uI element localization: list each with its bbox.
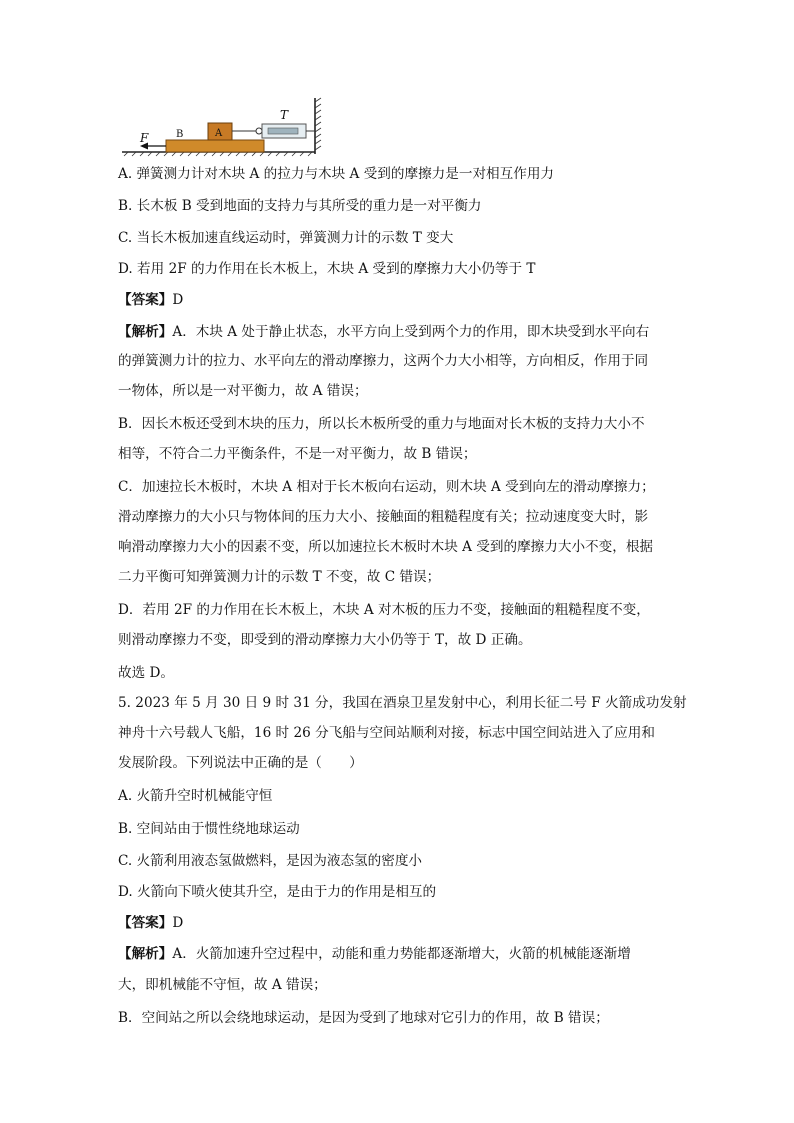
q5-stem-line: 神舟十六号载人飞船，16 时 26 分飞船与空间站顺利对接，标志中国空间站进入了应用和 xyxy=(118,725,655,741)
physics-diagram xyxy=(118,96,328,158)
q4-analysis-line: 一物体，所以是一对平衡力，故 A 错误； xyxy=(118,383,368,399)
answer-value: D xyxy=(172,915,184,931)
q4-option-c: C. 当长木板加速直线运动时，弹簧测力计的示数 T 变大 xyxy=(118,230,454,246)
analysis-label: 【解析】 xyxy=(118,946,173,962)
q4-analysis-line: 滑动摩擦力的大小只与物体间的压力大小、接触面的粗糙程度有关；拉动速度变大时，影 xyxy=(118,509,649,525)
q4-analysis-line: 二力平衡可知弹簧测力计的示数 T 不变，故 C 错误； xyxy=(118,569,441,585)
q4-option-a: A. 弹簧测力计对木块 A 的拉力与木块 A 受到的摩擦力是一对相互作用力 xyxy=(118,166,555,182)
scale-window xyxy=(268,128,298,134)
q5-stem-line: 5. 2023 年 5 月 30 日 9 时 31 分，我国在酒泉卫星发射中心，利用长征二号 F 火箭成功发射 xyxy=(118,695,687,711)
q4-analysis-line: 相等，不符合二力平衡条件，不是一对平衡力，故 B 错误； xyxy=(118,446,477,462)
answer-label: 【答案】 xyxy=(118,915,173,931)
hook xyxy=(256,128,262,134)
q4-analysis-line: 响滑动摩擦力大小的因素不变，所以加速拉长木板时木块 A 受到的摩擦力大小不变，根据 xyxy=(118,539,654,555)
q4-conclusion: 故选 D。 xyxy=(118,665,175,681)
answer-label: 【答案】 xyxy=(118,292,173,308)
analysis-label: 【解析】 xyxy=(118,324,173,340)
q5-stem-line: 发展阶段。下列说法中正确的是（ ） xyxy=(118,755,363,771)
q4-analysis-line: B．因长木板还受到木块的压力，所以长木板所受的重力与地面对长木板的支持力大小不 xyxy=(118,416,645,432)
q5-option-c: C. 火箭利用液态氢做燃料，是因为液态氢的密度小 xyxy=(118,853,423,869)
q4-analysis-line: 的弹簧测力计的拉力、水平向左的滑动摩擦力，这两个力大小相等，方向相反，作用于同 xyxy=(118,353,649,369)
q5-analysis-line: 【解析】A．火箭加速升空过程中，动能和重力势能都逐渐增大，火箭的机械能逐渐增 xyxy=(118,946,631,962)
label-b: B xyxy=(176,129,184,140)
q4-analysis-line: 则滑动摩擦力不变，即受到的滑动摩擦力大小仍等于 T，故 D 正确。 xyxy=(118,632,532,648)
q4-analysis-line: 【解析】A．木块 A 处于静止状态，水平方向上受到两个力的作用，即木块受到水平向右 xyxy=(118,324,650,340)
q4-analysis-line: D．若用 2F 的力作用在长木板上，木块 A 对木板的压力不变，接触面的粗糙程度不变， xyxy=(118,602,650,618)
q5-option-b: B. 空间站由于惯性绕地球运动 xyxy=(118,821,300,837)
q5-answer xyxy=(118,913,183,933)
wall-hatch xyxy=(315,98,321,150)
label-t: T xyxy=(280,108,289,122)
label-f: F xyxy=(140,131,149,145)
board-b xyxy=(166,140,264,152)
q5-option-d: D. 火箭向下喷火使其升空，是由于力的作用是相互的 xyxy=(118,884,437,900)
q5-analysis-line: B．空间站之所以会绕地球运动，是因为受到了地球对它引力的作用，故 B 错误； xyxy=(118,1010,609,1026)
q4-option-d: D. 若用 2F 的力作用在长木板上，木块 A 受到的摩擦力大小仍等于 T xyxy=(118,261,536,277)
label-a: A xyxy=(215,128,223,139)
q5-analysis-line: 大，即机械能不守恒，故 A 错误； xyxy=(118,977,327,993)
q4-answer xyxy=(118,290,183,310)
q5-option-a: A. 火箭升空时机械能守恒 xyxy=(118,788,273,804)
q4-option-b: B. 长木板 B 受到地面的支持力与其所受的重力是一对平衡力 xyxy=(118,198,482,214)
answer-value: D xyxy=(172,292,184,308)
q4-analysis-line: C．加速拉长木板时，木块 A 相对于长木板向右运动，则木块 A 受到向左的滑动摩擦力； xyxy=(118,479,655,495)
